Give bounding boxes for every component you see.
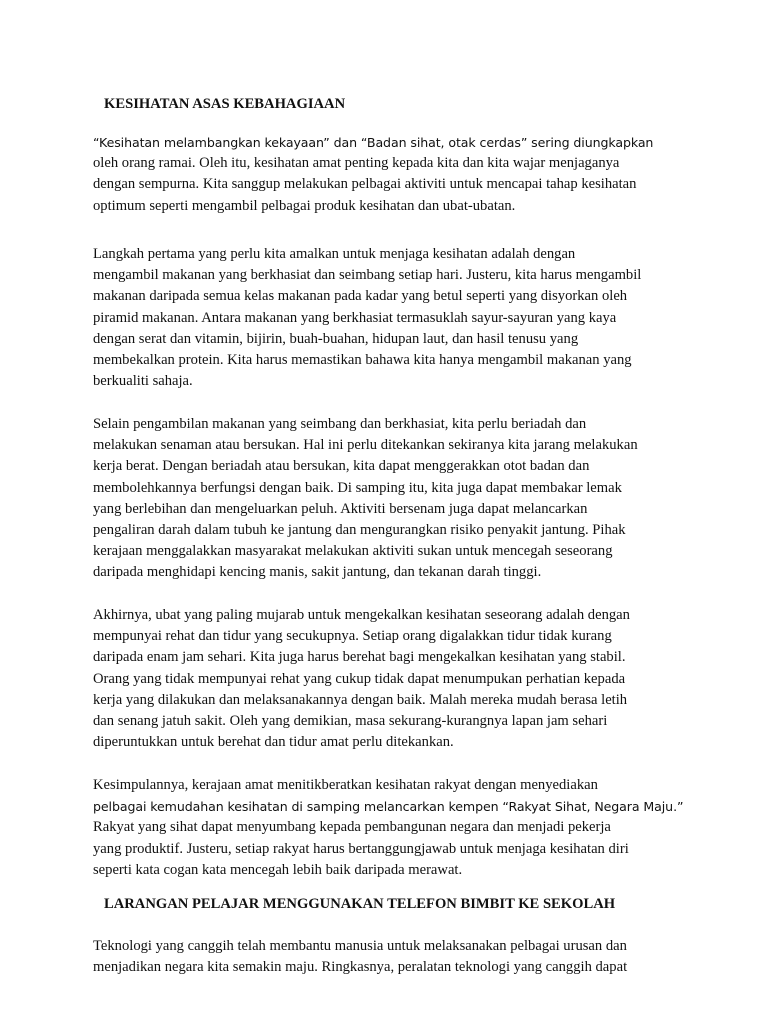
text-line: yang berlebihan dan mengeluarkan peluh. Aktiviti bersenam juga dapat melancarkan — [93, 500, 588, 517]
paragraph-intro — [93, 132, 693, 217]
essay-title-kesihatan: KESIHATAN ASAS KEBAHAGIAAN — [104, 96, 346, 112]
text-line: daripada menghidapi kencing manis, sakit jantung, dan tekanan darah tinggi. — [93, 564, 542, 581]
text-line: kerja yang dilakukan dan melaksanakannya dengan baik. Malah mereka mudah berasa letih — [93, 691, 628, 708]
paragraph-riadah — [93, 414, 693, 584]
text-line: membolehkannya berfungsi dengan baik. Di samping itu, kita juga dapat membakar lemak — [93, 479, 622, 496]
text-line: melakukan senaman atau bersukan. Hal ini perlu ditekankan sekiranya kita jarang melakukan — [93, 437, 638, 454]
text-line: membekalkan protein. Kita harus memastikan bahawa kita hanya mengambil makanan yang — [93, 352, 632, 369]
paragraph-teknologi — [93, 936, 693, 978]
text-line: daripada enam jam sehari. Kita juga harus berehat bagi mengekalkan kesihatan yang stabil. — [93, 649, 626, 666]
text-line: Teknologi yang canggih telah membantu manusia untuk melaksanakan pelbagai urusan dan — [93, 938, 627, 954]
text-line: kerajaan menggalakkan masyarakat melakukan aktiviti sukan untuk mencegah seseorang — [93, 543, 613, 560]
text-line: Akhirnya, ubat yang paling mujarab untuk mengekalkan kesihatan seseorang adalah dengan — [93, 607, 630, 623]
paragraph-makanan — [93, 244, 693, 392]
text-line: makanan daripada semua kelas makanan pada kadar yang betul seperti yang disyorkan oleh — [93, 288, 628, 305]
text-line: “Kesihatan melambangkan kekayaan” dan “Badan sihat, otak cerdas” sering diungkapkan — [93, 135, 654, 150]
text-line: Selain pengambilan makanan yang seimbang dan berkhasiat, kita perlu beriadah dan — [93, 416, 587, 432]
text-line: mengambil makanan yang berkhasiat dan seimbang setiap hari. Justeru, kita harus mengambil — [93, 267, 642, 284]
text-line: berkualiti sahaja. — [93, 373, 193, 390]
text-line: piramid makanan. Antara makanan yang berkhasiat termasuklah sayur-sayuran yang kaya — [93, 309, 617, 326]
text-line: yang produktif. Justeru, setiap rakyat harus bertanggungjawab untuk menjaga kesihatan diri — [93, 840, 629, 857]
text-line: kerja berat. Dengan beriadah atau bersukan, kita dapat menggerakkan otot badan dan — [93, 458, 590, 475]
text-line: diperuntukkan untuk berehat dan tidur amat perlu ditekankan. — [93, 734, 454, 751]
text-line: menjadikan negara kita semakin maju. Ringkasnya, peralatan teknologi yang canggih dapat — [93, 959, 628, 976]
text-line: dengan sempurna. Kita sanggup melakukan pelbagai aktiviti untuk mencapai tahap kesihatan — [93, 176, 637, 193]
text-line: Kesimpulannya, kerajaan amat menitikberatkan kesihatan rakyat dengan menyediakan — [93, 777, 598, 793]
text-line: seperti kata cogan kata mencegah lebih baik daripada merawat. — [93, 861, 463, 878]
text-line: dengan serat dan vitamin, bijirin, buah-buahan, hidupan laut, dan hasil tenusu yang — [93, 330, 579, 347]
paragraph-rehat — [93, 605, 693, 753]
text-line: Langkah pertama yang perlu kita amalkan untuk menjaga kesihatan adalah dengan — [93, 246, 576, 262]
text-line: Rakyat yang sihat dapat menyumbang kepada pembangunan negara dan menjadi pekerja — [93, 819, 611, 836]
text-line: pelbagai kemudahan kesihatan di samping melancarkan kempen “Rakyat Sihat, Negara Maju.” — [93, 799, 684, 815]
text-line: oleh orang ramai. Oleh itu, kesihatan amat penting kepada kita dan kita wajar menjaganya — [93, 155, 620, 172]
text-line: mempunyai rehat dan tidur yang secukupnya. Setiap orang digalakkan tidur tidak kurang — [93, 628, 612, 645]
paragraph-kesimpulan — [93, 775, 693, 881]
text-line: pengaliran darah dalam tubuh ke jantung dan mengurangkan risiko penyakit jantung. Pihak — [93, 522, 626, 539]
text-line: Orang yang tidak mempunyai rehat yang cukup tidak dapat menumpukan perhatian kepada — [93, 670, 626, 687]
text-line: dan senang jatuh sakit. Oleh yang demikian, masa sekurang-kurangnya lapan jam sehari — [93, 713, 608, 730]
text-line: optimum seperti mengambil pelbagai produk kesihatan dan ubat-ubatan. — [93, 197, 516, 214]
essay-title-telefon: LARANGAN PELAJAR MENGGUNAKAN TELEFON BIMBIT KE SEKOLAH — [104, 896, 616, 912]
